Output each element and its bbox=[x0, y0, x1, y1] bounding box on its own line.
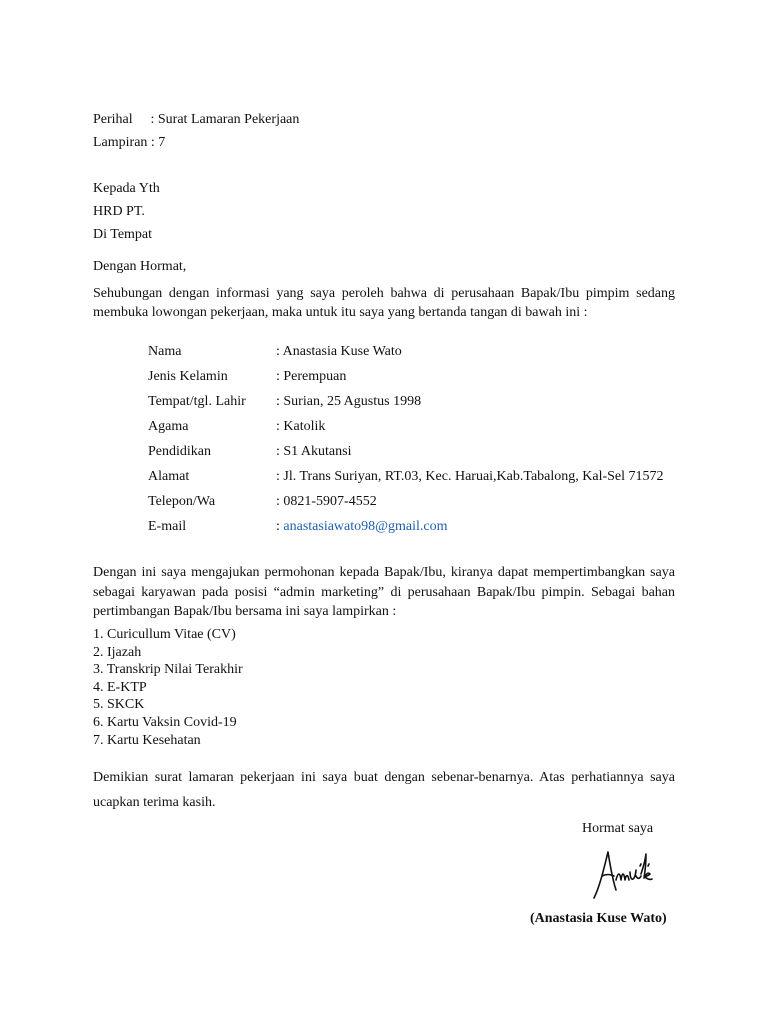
info-row bbox=[148, 343, 688, 368]
list-item: 4. E-KTP bbox=[93, 679, 147, 695]
info-row bbox=[148, 493, 688, 518]
email-link[interactable]: anastasiawato98@gmail.com bbox=[283, 519, 448, 534]
email-value-wrap bbox=[276, 518, 688, 536]
info-label: Agama bbox=[148, 419, 189, 434]
info-label: Jenis Kelamin bbox=[148, 369, 228, 384]
request-paragraph: Dengan ini saya mengajukan permohonan kepada Bapak/Ibu, kiranya dapat mempertimbangkan saya sebagai karyawan pada posisi “admin marketing” di perusahaan Bapak/Ibu pimpin. Sebagai bahan pertimbangan Bapak/Ibu bersama ini saya lampirkan : bbox=[93, 565, 675, 619]
info-label: Pendidikan bbox=[148, 444, 211, 459]
list-item: 6. Kartu Vaksin Covid-19 bbox=[93, 714, 237, 730]
closing-text: Hormat saya bbox=[582, 821, 654, 836]
list-item: 7. Kartu Kesehatan bbox=[93, 732, 201, 748]
email-colon: : bbox=[276, 519, 284, 534]
info-label: Telepon/Wa bbox=[148, 494, 216, 509]
lampiran-value: : 7 bbox=[147, 135, 166, 150]
info-row bbox=[148, 393, 688, 418]
info-value: : Perempuan bbox=[276, 369, 347, 384]
closing-paragraph: Demikian surat lamaran pekerjaan ini saya buat dengan sebenar-benarnya. Atas perhatiannya saya ucapkan terima kasih. bbox=[93, 770, 675, 810]
info-value: : Surian, 25 Agustus 1998 bbox=[276, 394, 422, 409]
list-item: 1. Curicullum Vitae (CV) bbox=[93, 627, 236, 642]
salutation: Dengan Hormat, bbox=[93, 259, 187, 274]
list-item: 2. Ijazah bbox=[93, 644, 142, 660]
info-value: : Katolik bbox=[276, 419, 326, 434]
info-row-email bbox=[148, 518, 688, 543]
email-label: E-mail bbox=[148, 519, 187, 534]
info-label: Nama bbox=[148, 344, 182, 359]
signature-image bbox=[590, 846, 654, 902]
perihal-label: Perihal bbox=[93, 112, 133, 127]
info-label: Alamat bbox=[148, 469, 190, 484]
recipient-line-1: Kepada Yth bbox=[93, 181, 160, 196]
intro-paragraph: Sehubungan dengan informasi yang saya peroleh bahwa di perusahaan Bapak/Ibu pimpim sedang membuka lowongan pekerjaan, maka untuk itu saya yang bertanda tangan di bawah ini : bbox=[93, 286, 675, 320]
signature-stroke bbox=[594, 852, 652, 898]
lampiran-row bbox=[93, 134, 165, 152]
list-item: 3. Transkrip Nilai Terakhir bbox=[93, 662, 243, 678]
signatory-name: (Anastasia Kuse Wato) bbox=[530, 911, 667, 926]
perihal-value: : Surat Lamaran Pekerjaan bbox=[150, 112, 300, 127]
info-value: : 0821-5907-4552 bbox=[276, 494, 377, 509]
info-row bbox=[148, 468, 688, 493]
info-row bbox=[148, 368, 688, 393]
list-item: 5. SKCK bbox=[93, 697, 145, 713]
info-label: Tempat/tgl. Lahir bbox=[148, 394, 246, 409]
perihal-row bbox=[93, 111, 299, 129]
recipient-line-3: Di Tempat bbox=[93, 227, 153, 242]
personal-info-table bbox=[148, 343, 688, 543]
attachment-list bbox=[93, 626, 243, 749]
info-row bbox=[148, 418, 688, 443]
info-value: : Jl. Trans Suriyan, RT.03, Kec. Haruai,Kab.Tabalong, Kal-Sel 71572 bbox=[276, 469, 664, 484]
info-value: : S1 Akutansi bbox=[276, 444, 352, 459]
info-row bbox=[148, 443, 688, 468]
recipient-line-2: HRD PT. bbox=[93, 204, 145, 219]
lampiran-label: Lampiran bbox=[93, 135, 148, 150]
info-value: : Anastasia Kuse Wato bbox=[276, 344, 402, 359]
